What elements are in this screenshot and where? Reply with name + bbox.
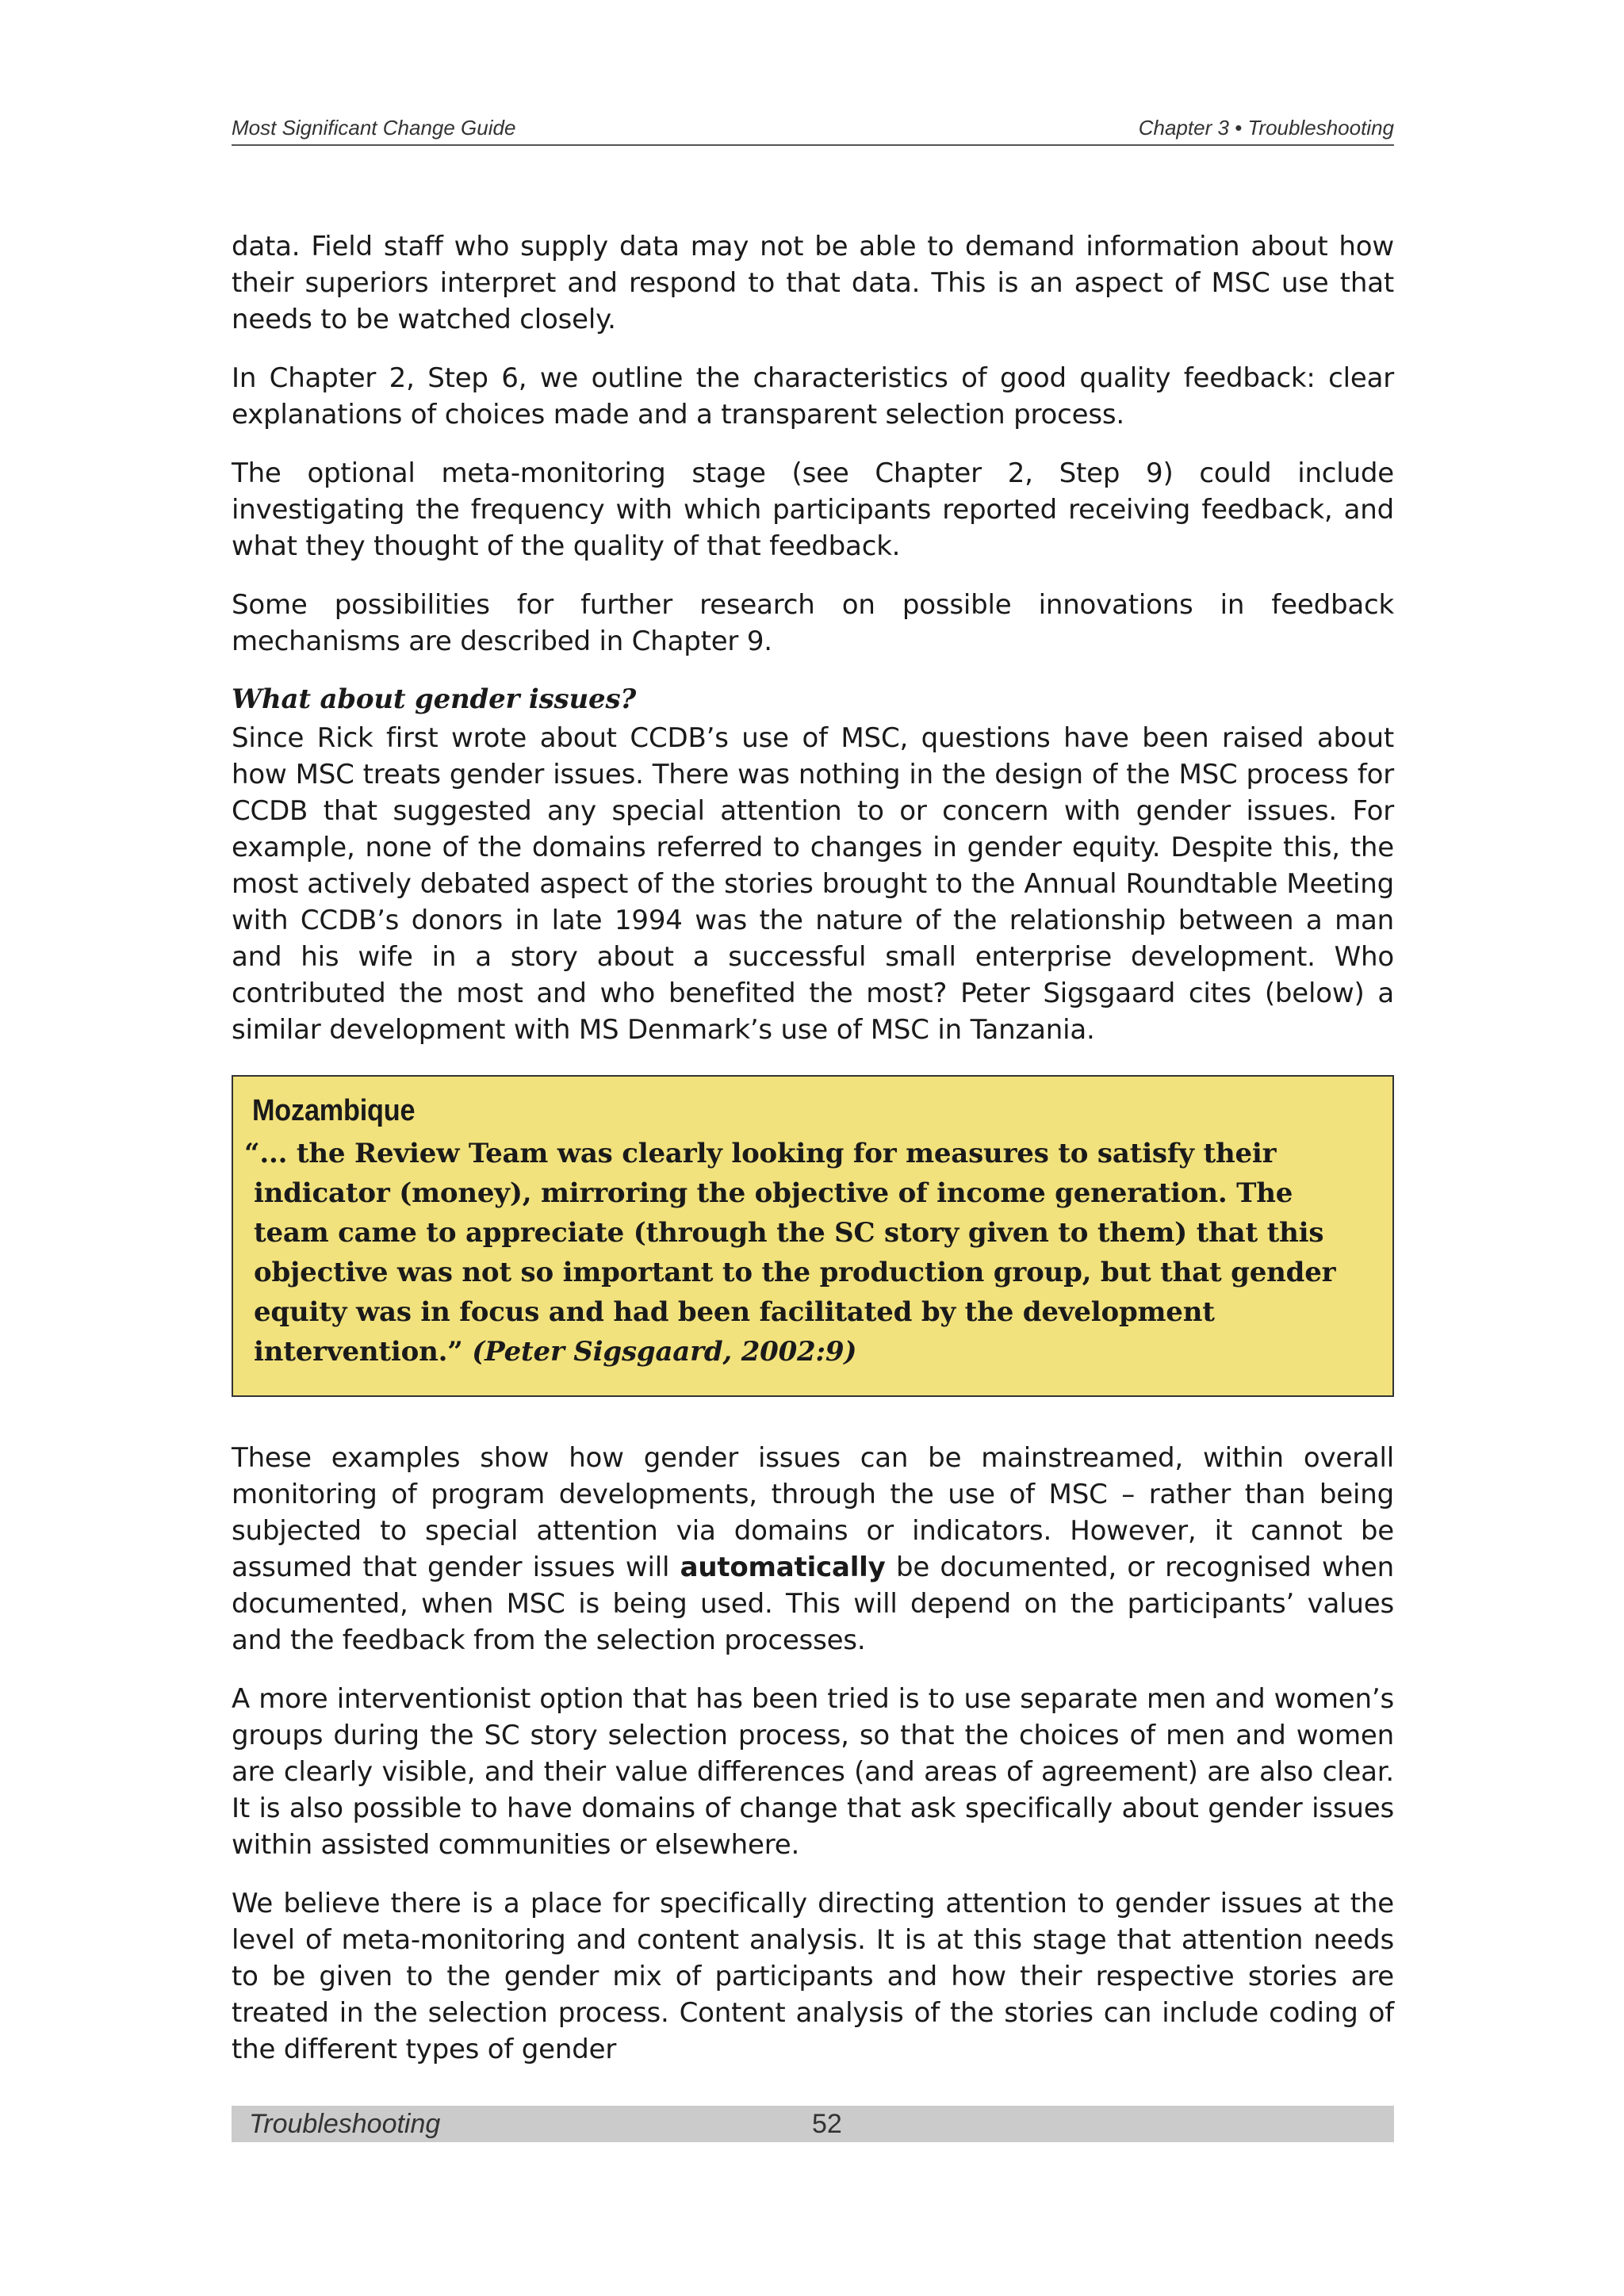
paragraph: Some possibilities for further research on possible innovations in feedback mechanisms are described in Chapter 9.	[232, 589, 1394, 657]
paragraph: In Chapter 2, Step 6, we outline the characteristics of good quality feedback: clear explanations of choices made and a transparent selection process.	[232, 362, 1394, 430]
page-header	[232, 111, 1394, 146]
quote-text: “... the Review Team was clearly looking for measures to satisfy their indicator (money), mirroring the objective of income generation. The team came to appreciate (through the SC story given to them) that this objective was not so important to the production group, but that gender equity was in focus and had been facilitated by the development intervention.”	[244, 1138, 1336, 1368]
page-body	[232, 228, 1394, 2090]
case-study-quote	[244, 1134, 1375, 1372]
emphasis-text: automatically	[680, 1552, 886, 1583]
paragraph-text: These examples show how gender issues can be mainstreamed, within overall monitoring of program developments, through the use of MSC – rather than being subjected to special attention via domains or indicators. However, it cannot be assumed that gender issues will	[232, 1442, 1394, 1583]
paragraph: We believe there is a place for specifically directing attention to gender issues at the level of meta-monitoring and content analysis. It is at this stage that attention needs to be given to the gender mix of participants and how their respective stories are treated in the selection process. Content analysis of the stories can include coding of the different types of gender	[232, 1888, 1394, 2065]
page-footer	[232, 2106, 1394, 2142]
quote-citation: (Peter Sigsgaard, 2002:9)	[472, 1336, 857, 1368]
header-guide-title: Most Significant Change Guide	[232, 116, 516, 140]
footer-section-name: Troubleshooting	[249, 2109, 441, 2139]
case-study-box	[232, 1075, 1394, 1397]
paragraph: The optional meta-monitoring stage (see Chapter 2, Step 9) could include investigating the frequency with which participants reported receiving feedback, and what they thought of the quality of that feedback.	[232, 457, 1394, 562]
paragraph: Since Rick first wrote about CCDB’s use of MSC, questions have been raised about how MSC treats gender issues. There was nothing in the design of the MSC process for CCDB that suggested any special attention to or concern with gender issues. For example, none of the domains referred to changes in gender equity. Despite this, the most actively debated aspect of the stories brought to the Annual Roundtable Meeting with CCDB’s donors in late 1994 was the nature of the relationship between a man and his wife in a story about a successful small enterprise development. Who contributed the most and who benefited the most? Peter Sigsgaard cites (below) a similar development with MS Denmark’s use of MSC in Tanzania.	[232, 722, 1394, 1046]
paragraph: data. Field staff who supply data may not be able to demand information about how their superiors interpret and respond to that data. This is an aspect of MSC use that needs to be watched closely.	[232, 231, 1394, 335]
paragraph: A more interventionist option that has been tried is to use separate men and women’s groups during the SC story selection process, so that the choices of men and women are clearly visible, and their value differences (and areas of agreement) are also clear. It is also possible to have domains of change that ask specifically about gender issues within assisted communities or elsewhere.	[232, 1683, 1394, 1861]
page-number: 52	[812, 2109, 842, 2139]
header-chapter-title: Chapter 3 • Troubleshooting	[1138, 116, 1394, 140]
paragraph	[232, 1440, 1394, 1659]
case-study-title: Mozambique	[252, 1094, 416, 1127]
paragraph-text: be documented, or recognised when documented, when MSC is being used. This will depend on the participants’ values and the feedback from the selection processes.	[232, 1552, 1394, 1656]
section-subheading: What about gender issues?	[232, 683, 637, 715]
